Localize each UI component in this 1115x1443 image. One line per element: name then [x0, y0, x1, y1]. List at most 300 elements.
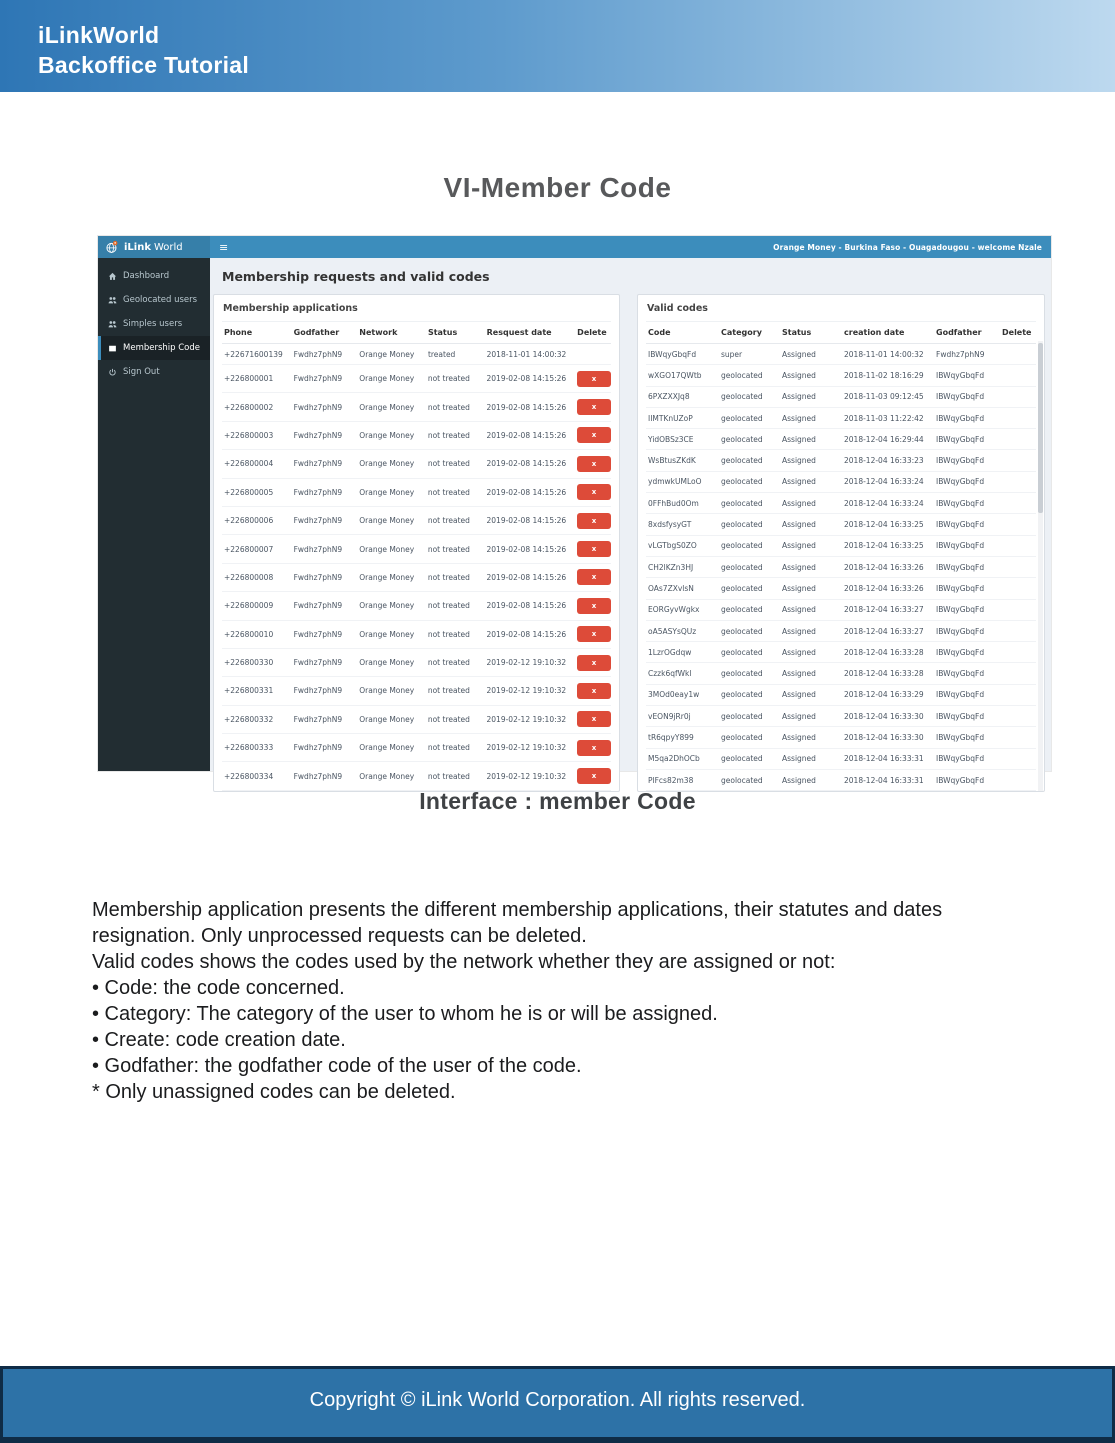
cell-godfather: IBWqyGbqFd	[936, 732, 985, 742]
cell-code: 6PXZXXJq8	[648, 392, 690, 402]
footnote: * Only unassigned codes can be deleted.	[92, 1081, 456, 1103]
cell-godfather: IBWqyGbqFd	[936, 370, 985, 380]
cell-category: geolocated	[721, 477, 763, 487]
cell-date: 2018-12-04 16:33:31	[844, 754, 924, 764]
cell-phone: +226800332	[224, 714, 274, 724]
column-header: Category	[721, 328, 762, 337]
cell-godfather: Fwdhz7phN9	[293, 487, 343, 497]
cell-delete	[575, 399, 611, 415]
sidebar-item-membership-code[interactable]	[98, 336, 210, 360]
table-row	[646, 621, 1036, 642]
table-row	[646, 344, 1036, 365]
cell-category: geolocated	[721, 754, 763, 764]
delete-button[interactable]: x	[577, 711, 611, 727]
membership-table	[214, 321, 619, 791]
cell-network: Orange Money	[359, 658, 415, 668]
cell-date: 2018-12-04 16:33:25	[844, 520, 924, 530]
cell-code: YidOBSz3CE	[648, 434, 694, 444]
table-row	[222, 393, 611, 421]
cell-date: 2018-12-04 16:33:28	[844, 647, 924, 657]
brand-name-rest: World	[154, 241, 183, 253]
brand-name-bold: iLink	[124, 241, 151, 253]
delete-button[interactable]: x	[577, 598, 611, 614]
cell-godfather: IBWqyGbqFd	[936, 477, 985, 487]
cell-date: 2018-12-04 16:33:27	[844, 626, 924, 636]
cell-date: 2018-12-04 16:33:28	[844, 669, 924, 679]
table-row	[646, 749, 1036, 770]
cell-date: 2019-02-08 14:15:26	[486, 459, 567, 469]
cell-category: geolocated	[721, 690, 763, 700]
membership-table-rows	[222, 344, 611, 791]
valid-codes-panel	[637, 294, 1045, 792]
cell-date: 2019-02-12 19:10:32	[486, 771, 567, 781]
cell-code: Czzk6qfWkl	[648, 669, 692, 679]
cell-network: Orange Money	[359, 686, 415, 696]
cell-category: geolocated	[721, 456, 763, 466]
cell-phone: +226800004	[224, 459, 274, 469]
cell-date: 2018-12-04 16:33:24	[844, 477, 924, 487]
cell-godfather: IBWqyGbqFd	[936, 583, 985, 593]
cell-godfather: Fwdhz7phN9	[293, 402, 343, 412]
cell-delete	[575, 711, 611, 727]
cell-status: not treated	[427, 430, 470, 440]
power-icon	[108, 368, 117, 377]
app-navbar	[210, 236, 1051, 258]
column-header: Network	[359, 328, 398, 337]
cell-phone: +226800010	[224, 629, 274, 639]
cell-delete	[575, 598, 611, 614]
cell-phone: +226800331	[224, 686, 274, 696]
column-header: Godfather	[936, 328, 982, 337]
table-row	[222, 762, 611, 790]
cell-network: Orange Money	[359, 349, 415, 359]
cell-date: 2018-11-03 11:22:42	[844, 413, 924, 423]
column-header: Phone	[224, 328, 253, 337]
delete-button[interactable]: x	[577, 371, 611, 387]
cell-godfather: IBWqyGbqFd	[936, 434, 985, 444]
table-row	[646, 727, 1036, 748]
cell-category: geolocated	[721, 732, 763, 742]
cell-godfather: Fwdhz7phN9	[293, 658, 343, 668]
app-screenshot	[98, 236, 1051, 785]
cell-status: Assigned	[782, 754, 816, 764]
cell-godfather: Fwdhz7phN9	[936, 349, 985, 359]
column-header: Delete	[577, 328, 607, 337]
cell-delete	[575, 513, 611, 529]
cell-category: geolocated	[721, 434, 763, 444]
table-row	[222, 507, 611, 535]
cell-category: geolocated	[721, 605, 763, 615]
bullet-item: • Category: The category of the user to whom he is or will be assigned.	[92, 1003, 718, 1025]
cell-phone: +226800003	[224, 430, 274, 440]
cell-status: Assigned	[782, 370, 816, 380]
cell-date: 2019-02-08 14:15:26	[486, 629, 567, 639]
table-row	[222, 706, 611, 734]
cell-godfather: Fwdhz7phN9	[293, 601, 343, 611]
cell-date: 2019-02-12 19:10:32	[486, 743, 567, 753]
home-icon	[108, 272, 117, 281]
table-row	[222, 450, 611, 478]
cell-category: geolocated	[721, 626, 763, 636]
cell-code: tR6qpyY899	[648, 732, 694, 742]
column-header: Resquest date	[486, 328, 552, 337]
cell-category: geolocated	[721, 413, 763, 423]
delete-button[interactable]: x	[577, 513, 611, 529]
app-content	[210, 258, 1051, 785]
table-row	[222, 564, 611, 592]
cell-date: 2018-12-04 16:33:24	[844, 498, 924, 508]
sidebar-item-geolocated-users[interactable]	[98, 288, 210, 312]
users-icon	[108, 296, 117, 305]
delete-button[interactable]: x	[577, 683, 611, 699]
cell-status: Assigned	[782, 456, 816, 466]
cell-godfather: Fwdhz7phN9	[293, 629, 343, 639]
cell-godfather: IBWqyGbqFd	[936, 605, 985, 615]
cell-phone: +22671600139	[224, 349, 283, 359]
cell-status: not treated	[427, 771, 470, 781]
cell-godfather: IBWqyGbqFd	[936, 669, 985, 679]
card-icon	[108, 344, 117, 353]
cell-status: Assigned	[782, 711, 816, 721]
table-row	[222, 344, 611, 365]
cell-code: 8xdsfysyGT	[648, 520, 692, 530]
cell-date: 2018-11-01 14:00:32	[486, 349, 567, 359]
valid-codes-table-rows	[646, 344, 1036, 791]
cell-category: geolocated	[721, 498, 763, 508]
cell-godfather: Fwdhz7phN9	[293, 374, 343, 384]
cell-date: 2018-11-01 14:00:32	[844, 349, 924, 359]
cell-godfather: IBWqyGbqFd	[936, 456, 985, 466]
bullet-item: • Code: the code concerned.	[92, 977, 345, 999]
panel-title: Membership applications	[223, 303, 358, 314]
cell-status: Assigned	[782, 498, 816, 508]
cell-godfather: Fwdhz7phN9	[293, 349, 343, 359]
sidebar-item-dashboard[interactable]	[98, 264, 210, 288]
document-header	[0, 0, 1115, 92]
table-row	[646, 429, 1036, 450]
delete-button[interactable]: x	[577, 456, 611, 472]
cell-godfather: Fwdhz7phN9	[293, 430, 343, 440]
cell-delete	[575, 456, 611, 472]
table-row	[646, 642, 1036, 663]
cell-phone: +226800001	[224, 374, 274, 384]
table-row	[646, 514, 1036, 535]
table-row	[646, 600, 1036, 621]
cell-status: not treated	[427, 459, 470, 469]
column-header: Code	[648, 328, 671, 337]
cell-godfather: Fwdhz7phN9	[293, 459, 343, 469]
cell-status: not treated	[427, 658, 470, 668]
table-row	[222, 649, 611, 677]
cell-network: Orange Money	[359, 771, 415, 781]
cell-godfather: IBWqyGbqFd	[936, 498, 985, 508]
cell-delete	[575, 484, 611, 500]
delete-button[interactable]: x	[577, 626, 611, 642]
cell-status: Assigned	[782, 690, 816, 700]
cell-status: Assigned	[782, 434, 816, 444]
cell-date: 2018-12-04 16:33:30	[844, 732, 924, 742]
delete-button[interactable]: x	[577, 569, 611, 585]
cell-delete	[575, 626, 611, 642]
cell-phone: +226800002	[224, 402, 274, 412]
cell-delete	[575, 371, 611, 387]
app-topbar	[98, 236, 1051, 258]
cell-code: 1LzrOGdqw	[648, 647, 692, 657]
cell-godfather: Fwdhz7phN9	[293, 771, 343, 781]
cell-status: Assigned	[782, 520, 816, 530]
cell-godfather: IBWqyGbqFd	[936, 754, 985, 764]
paragraph: Membership application presents the different membership applications, their statutes and dates resignation. Only unprocessed requests can be deleted.	[92, 899, 943, 947]
cell-status: not treated	[427, 402, 470, 412]
cell-status: Assigned	[782, 413, 816, 423]
cell-code: PlFcs82m38	[648, 775, 694, 785]
cell-date: 2018-12-04 16:33:30	[844, 711, 924, 721]
sidebar-item-label: Membership Code	[123, 343, 200, 353]
membership-applications-panel	[213, 294, 620, 792]
cell-network: Orange Money	[359, 629, 415, 639]
cell-code: wXGO17QWtb	[648, 370, 702, 380]
copyright-text: Copyright © iLink World Corporation. All rights reserved.	[309, 1389, 806, 1411]
table-row	[222, 479, 611, 507]
cell-delete	[575, 768, 611, 784]
table-row	[222, 535, 611, 563]
column-header: creation date	[844, 328, 905, 337]
cell-category: geolocated	[721, 562, 763, 572]
cell-category: geolocated	[721, 647, 763, 657]
cell-delete	[575, 541, 611, 557]
cell-code: M5qa2DhOCb	[648, 754, 700, 764]
cell-code: ydmwkUMLoO	[648, 477, 702, 487]
delete-button[interactable]: x	[577, 655, 611, 671]
cell-status: Assigned	[782, 349, 816, 359]
cell-date: 2018-12-04 16:33:23	[844, 456, 924, 466]
cell-status: not treated	[427, 743, 470, 753]
cell-code: EORGyvWgkx	[648, 605, 700, 615]
cell-status: not treated	[427, 629, 470, 639]
navbar-context-text: Orange Money - Burkina Faso - Ouagadougou - welcome Nzale	[773, 242, 1042, 252]
cell-godfather: IBWqyGbqFd	[936, 775, 985, 785]
cell-status: not treated	[427, 601, 470, 611]
cell-godfather: Fwdhz7phN9	[293, 572, 343, 582]
cell-network: Orange Money	[359, 714, 415, 724]
table-row	[222, 621, 611, 649]
cell-status: treated	[427, 349, 456, 359]
cell-delete	[575, 655, 611, 671]
cell-phone: +226800005	[224, 487, 274, 497]
cell-status: Assigned	[782, 732, 816, 742]
cell-status: Assigned	[782, 541, 816, 551]
cell-date: 2018-12-04 16:33:25	[844, 541, 924, 551]
delete-button[interactable]: x	[577, 541, 611, 557]
cell-godfather: Fwdhz7phN9	[293, 743, 343, 753]
cell-date: 2018-11-02 18:16:29	[844, 370, 924, 380]
cell-godfather: IBWqyGbqFd	[936, 711, 985, 721]
table-row	[222, 592, 611, 620]
cell-phone: +226800008	[224, 572, 274, 582]
table-row	[646, 663, 1036, 684]
sidebar-item-sign-out[interactable]	[98, 360, 210, 384]
column-header: Status	[782, 328, 812, 337]
cell-date: 2019-02-08 14:15:26	[486, 572, 567, 582]
table-row	[646, 365, 1036, 386]
delete-button[interactable]: x	[577, 768, 611, 784]
cell-status: not treated	[427, 544, 470, 554]
body-text	[92, 897, 1042, 1105]
cell-network: Orange Money	[359, 430, 415, 440]
cell-date: 2018-12-04 16:33:31	[844, 775, 924, 785]
cell-status: not treated	[427, 374, 470, 384]
cell-date: 2018-12-04 16:33:26	[844, 562, 924, 572]
delete-button[interactable]: x	[577, 427, 611, 443]
cell-date: 2019-02-08 14:15:26	[486, 402, 567, 412]
cell-status: Assigned	[782, 626, 816, 636]
sidebar-item-label: Geolocated users	[123, 295, 198, 305]
cell-date: 2019-02-08 14:15:26	[486, 374, 567, 384]
cell-code: oA5ASYsQUz	[648, 626, 697, 636]
cell-date: 2019-02-08 14:15:26	[486, 601, 567, 611]
page-title: VI-Member Code	[443, 172, 672, 203]
cell-network: Orange Money	[359, 402, 415, 412]
sidebar-item-simples-users[interactable]	[98, 312, 210, 336]
cell-godfather: IBWqyGbqFd	[936, 626, 985, 636]
bullet-item: • Godfather: the godfather code of the user of the code.	[92, 1055, 582, 1077]
cell-delete	[575, 683, 611, 699]
cell-status: Assigned	[782, 562, 816, 572]
table-row	[646, 472, 1036, 493]
cell-phone: +226800330	[224, 658, 274, 668]
panel-title: Valid codes	[647, 303, 708, 314]
cell-godfather: Fwdhz7phN9	[293, 714, 343, 724]
cell-date: 2019-02-08 14:15:26	[486, 487, 567, 497]
app-brand[interactable]	[98, 236, 210, 258]
sidebar-toggle-icon[interactable]: ≡	[219, 240, 229, 254]
cell-status: not treated	[427, 516, 470, 526]
cell-category: geolocated	[721, 711, 763, 721]
cell-network: Orange Money	[359, 374, 415, 384]
cell-date: 2019-02-08 14:15:26	[486, 430, 567, 440]
cell-category: geolocated	[721, 583, 763, 593]
cell-delete	[575, 740, 611, 756]
sidebar-item-label: Simples users	[123, 319, 183, 329]
cell-status: not treated	[427, 572, 470, 582]
cell-godfather: IBWqyGbqFd	[936, 541, 985, 551]
cell-code: IIMTKnUZoP	[648, 413, 693, 423]
table-row	[222, 677, 611, 705]
cell-date: 2018-11-03 09:12:45	[844, 392, 924, 402]
membership-table-head	[222, 321, 611, 344]
cell-phone: +226800009	[224, 601, 274, 611]
cell-code: IBWqyGbqFd	[648, 349, 697, 359]
cell-category: geolocated	[721, 520, 763, 530]
cell-godfather: IBWqyGbqFd	[936, 392, 985, 402]
table-row	[222, 734, 611, 762]
cell-godfather: IBWqyGbqFd	[936, 647, 985, 657]
column-header: Status	[427, 328, 458, 337]
cell-phone: +226800006	[224, 516, 274, 526]
table-row	[222, 422, 611, 450]
cell-date: 2018-12-04 16:33:27	[844, 605, 924, 615]
cell-godfather: IBWqyGbqFd	[936, 690, 985, 700]
cell-date: 2018-12-04 16:33:26	[844, 583, 924, 593]
cell-network: Orange Money	[359, 487, 415, 497]
scrollbar-thumb[interactable]	[1038, 343, 1043, 513]
table-row	[646, 578, 1036, 599]
cell-phone: +226800334	[224, 771, 274, 781]
app-sidebar	[98, 258, 210, 771]
cell-category: geolocated	[721, 392, 763, 402]
cell-network: Orange Money	[359, 459, 415, 469]
valid-codes-table	[638, 321, 1044, 791]
cell-network: Orange Money	[359, 572, 415, 582]
cell-status: not treated	[427, 714, 470, 724]
cell-code: 3MOd0eay1w	[648, 690, 700, 700]
delete-button[interactable]: x	[577, 484, 611, 500]
delete-button[interactable]: x	[577, 399, 611, 415]
cell-date: 2019-02-12 19:10:32	[486, 714, 567, 724]
paragraph: Valid codes shows the codes used by the network whether they are assigned or not:	[92, 951, 836, 973]
cell-network: Orange Money	[359, 743, 415, 753]
globe-pin-logo-icon	[105, 240, 119, 254]
cell-category: geolocated	[721, 541, 763, 551]
cell-status: Assigned	[782, 669, 816, 679]
cell-delete	[575, 569, 611, 585]
cell-network: Orange Money	[359, 544, 415, 554]
cell-code: 0FFhBud0Om	[648, 498, 699, 508]
cell-status: Assigned	[782, 583, 816, 593]
cell-phone: +226800007	[224, 544, 274, 554]
table-row	[646, 408, 1036, 429]
bullet-item: • Create: code creation date.	[92, 1029, 346, 1051]
figure-caption: Interface : member Code	[419, 788, 696, 814]
cell-status: Assigned	[782, 647, 816, 657]
cell-phone: +226800333	[224, 743, 274, 753]
cell-date: 2019-02-08 14:15:26	[486, 544, 567, 554]
header-line-1: iLinkWorld	[38, 22, 160, 48]
cell-code: WsBtusZKdK	[648, 456, 696, 466]
cell-category: geolocated	[721, 775, 763, 785]
cell-status: Assigned	[782, 775, 816, 785]
table-row	[646, 387, 1036, 408]
users-icon	[108, 320, 117, 329]
cell-code: CH2lKZn3HJ	[648, 562, 694, 572]
delete-button[interactable]: x	[577, 740, 611, 756]
table-row	[646, 493, 1036, 514]
cell-code: vLGTbgS0ZO	[648, 541, 697, 551]
sidebar-item-label: Dashboard	[123, 271, 170, 281]
header-line-2: Backoffice Tutorial	[38, 52, 250, 78]
table-row	[646, 685, 1036, 706]
cell-godfather: Fwdhz7phN9	[293, 686, 343, 696]
content-heading: Membership requests and valid codes	[222, 269, 490, 284]
cell-date: 2019-02-08 14:15:26	[486, 516, 567, 526]
cell-date: 2018-12-04 16:29:44	[844, 434, 924, 444]
cell-status: not treated	[427, 487, 470, 497]
table-row	[646, 557, 1036, 578]
cell-godfather: Fwdhz7phN9	[293, 544, 343, 554]
cell-category: geolocated	[721, 669, 763, 679]
cell-godfather: IBWqyGbqFd	[936, 562, 985, 572]
cell-godfather: IBWqyGbqFd	[936, 413, 985, 423]
table-row	[222, 365, 611, 393]
cell-network: Orange Money	[359, 516, 415, 526]
cell-category: super	[721, 349, 743, 359]
table-row	[646, 450, 1036, 471]
column-header: Delete	[1002, 328, 1032, 337]
column-header: Godfather	[293, 328, 340, 337]
cell-date: 2018-12-04 16:33:29	[844, 690, 924, 700]
cell-category: geolocated	[721, 370, 763, 380]
cell-godfather: Fwdhz7phN9	[293, 516, 343, 526]
